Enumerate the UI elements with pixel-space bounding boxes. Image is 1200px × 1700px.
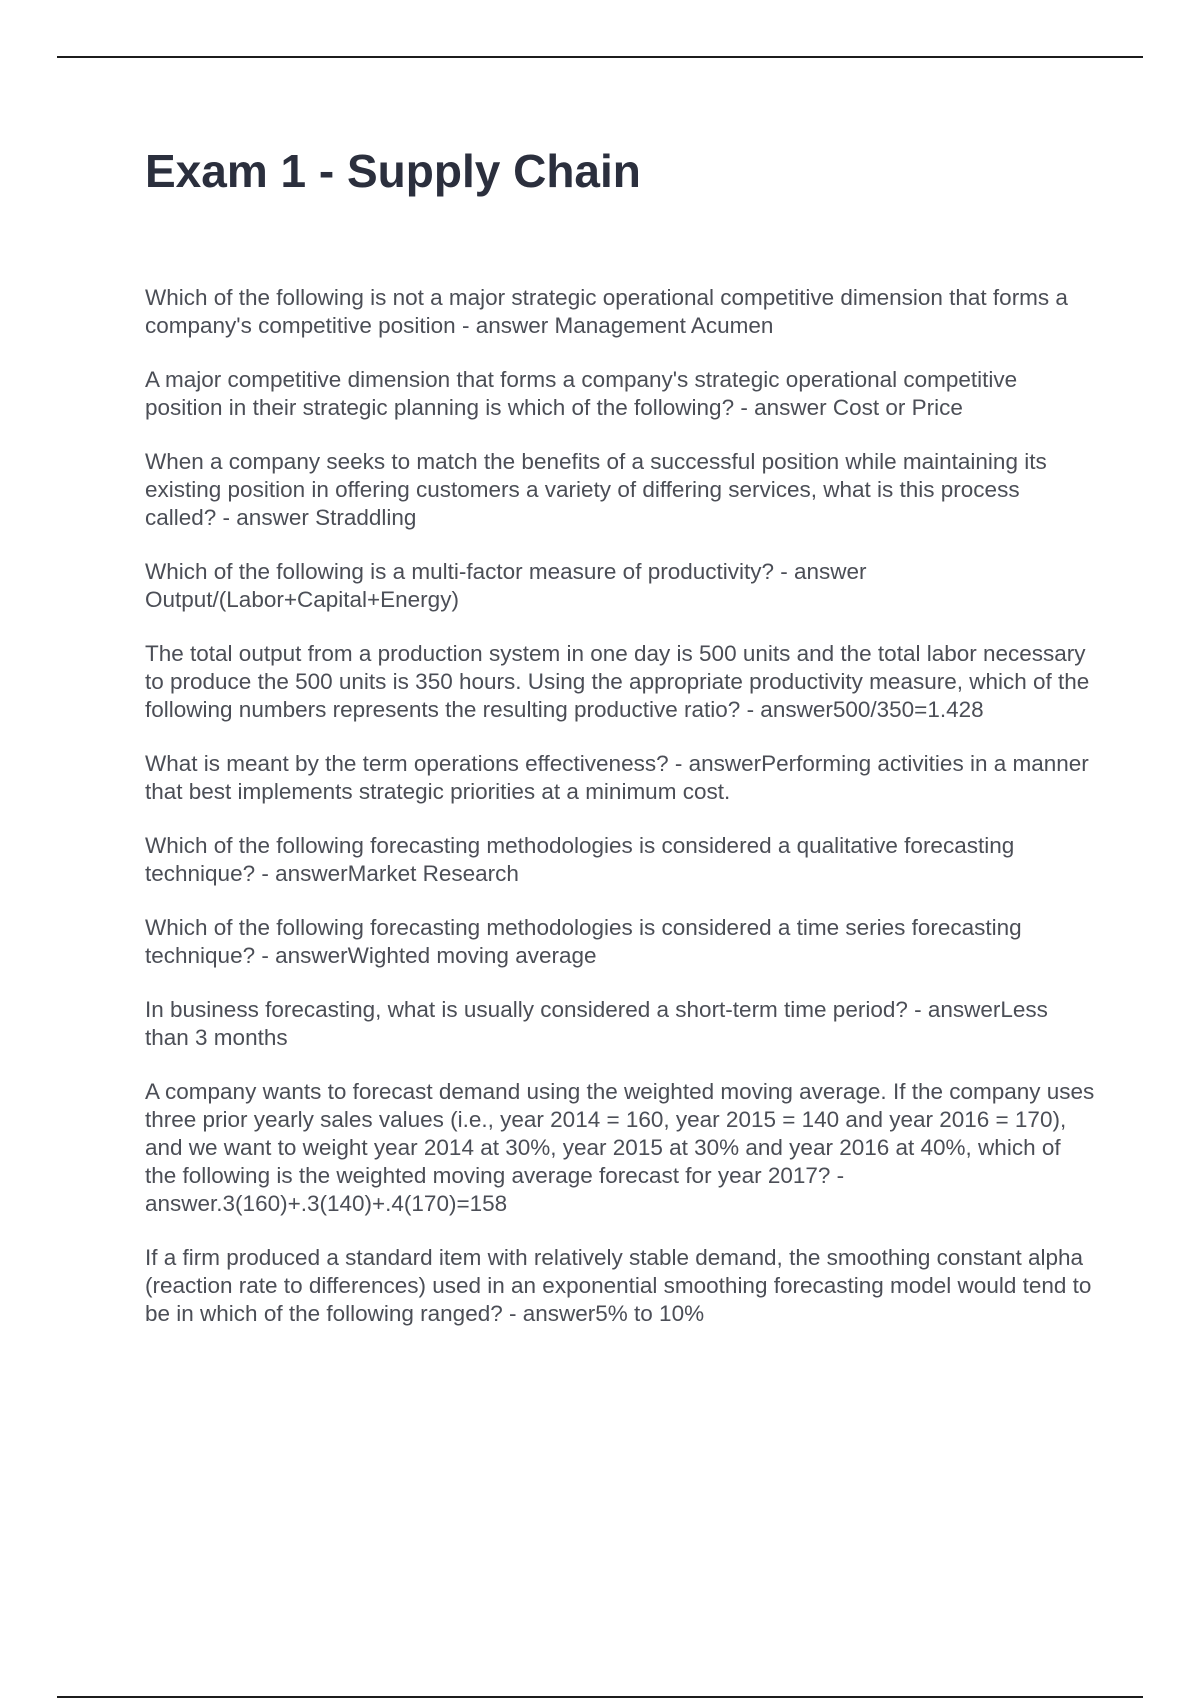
qa-item	[145, 284, 1095, 340]
question-text: In business forecasting, what is usually considered a short-term time period? - answer	[145, 997, 1001, 1022]
question-text: The total output from a production system in one day is 500 units and the total labor necessary to produce the 500 units is 350 hours. Using the appropriate productivity measure, which of the following numbers represents the resulting productive ratio? - answer	[145, 641, 1090, 722]
answer-text: Output/(Labor+Capital+Energy)	[145, 587, 459, 612]
question-text: Which of the following forecasting methodologies is considered a time series forecasting technique? - answer	[145, 915, 1022, 968]
answer-text: Wighted moving average	[347, 943, 597, 968]
question-text: If a firm produced a standard item with relatively stable demand, the smoothing constant alpha (reaction rate to differences) used in an exponential smoothing forecasting model would tend to be in which of the following ranged? - answer	[145, 1245, 1092, 1326]
answer-text: Management Acumen	[554, 313, 774, 338]
qa-list	[145, 284, 1095, 1354]
qa-item	[145, 1244, 1095, 1328]
qa-item	[145, 832, 1095, 888]
top-rule	[57, 56, 1143, 58]
question-text: A major competitive dimension that forms a company's strategic operational competitive position in their strategic planning is which of the following? - answer	[145, 367, 1018, 420]
question-text: When a company seeks to match the benefits of a successful position while maintaining its existing position in offering customers a variety of differing services, what is this process called? - answer	[145, 449, 1047, 530]
answer-text: 500/350=1.428	[832, 697, 984, 722]
question-text: Which of the following is not a major strategic operational competitive dimension that forms a company's competitive position - answer	[145, 285, 1068, 338]
qa-item	[145, 996, 1095, 1052]
answer-text: Cost or Price	[832, 395, 963, 420]
qa-item	[145, 448, 1095, 532]
question-text: A company wants to forecast demand using the weighted moving average. If the company uses three prior yearly sales values (i.e., year 2014 = 160, year 2015 = 140 and year 2016 = 170), and we want to weight year 2014 at 30%, year 2015 at 30% and year 2016 at 40%, which of the following is the weighted moving average forecast for year 2017? - answer	[145, 1079, 1095, 1216]
qa-item	[145, 558, 1095, 614]
question-text: Which of the following forecasting methodologies is considered a qualitative forecasting technique? - answer	[145, 833, 1015, 886]
question-text: What is meant by the term operations effectiveness? - answer	[145, 751, 762, 776]
answer-text: Less than 3 months	[145, 997, 1048, 1050]
answer-text: Straddling	[315, 505, 417, 530]
document-title: Exam 1 - Supply Chain	[145, 145, 641, 197]
qa-item	[145, 1078, 1095, 1218]
qa-item	[145, 914, 1095, 970]
qa-item	[145, 750, 1095, 806]
answer-text: Market Research	[347, 861, 519, 886]
qa-item	[145, 640, 1095, 724]
qa-item	[145, 366, 1095, 422]
answer-text: 5% to 10%	[595, 1301, 705, 1326]
question-text: Which of the following is a multi-factor measure of productivity? - answer	[145, 559, 867, 584]
answer-text: Performing activities in a manner that best implements strategic priorities at a minimum cost.	[145, 751, 1089, 804]
bottom-rule	[57, 1696, 1143, 1698]
answer-text: .3(160)+.3(140)+.4(170)=158	[216, 1191, 508, 1216]
